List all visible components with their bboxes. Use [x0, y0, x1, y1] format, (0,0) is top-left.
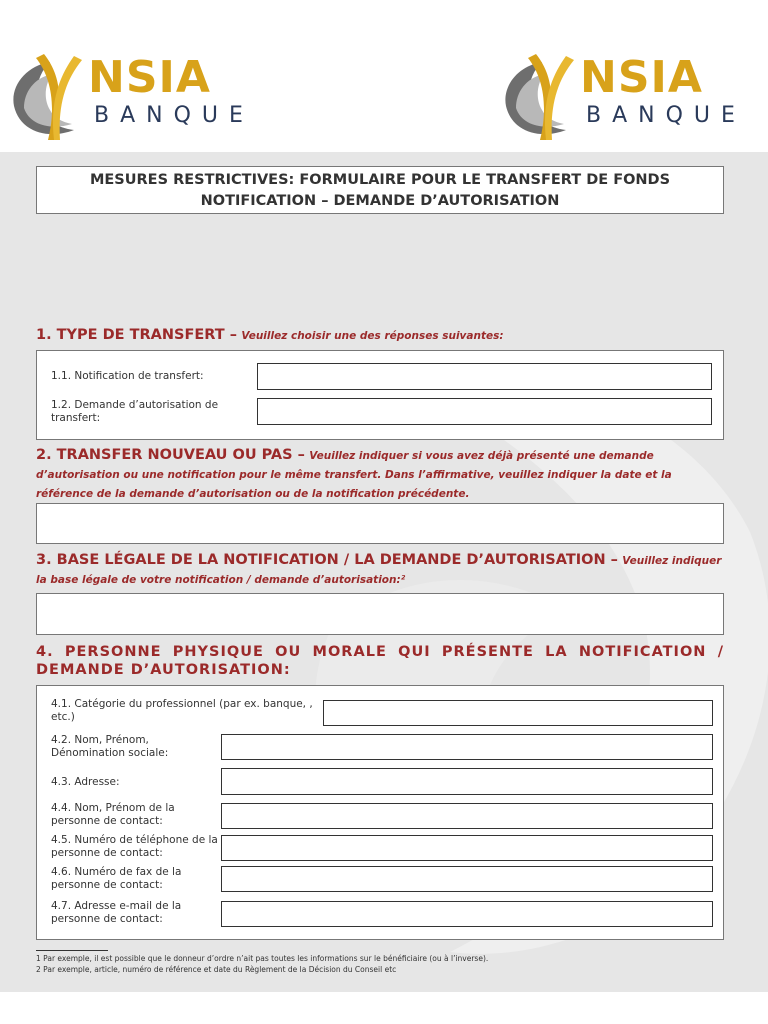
section-3-heading	[36, 551, 724, 589]
form-title: MESURES RESTRICTIVES: FORMULAIRE POUR LE TRANSFERT DE FONDS	[89, 172, 671, 188]
nsia-wordmark: NSIA	[580, 52, 703, 103]
section-3-instruction: Veuillez indiquer la base légale de votre notification / demande d’autorisation:²	[36, 555, 722, 586]
telephone-contact-field[interactable]	[221, 835, 713, 861]
notification-transfert-field[interactable]	[257, 363, 712, 390]
field-label-4-5: 4.5. Numéro de téléphone de la personne de contact:	[51, 834, 218, 859]
field-label-4-7: 4.7. Adresse e-mail de la personne de contact:	[51, 900, 182, 925]
section-3-title: 3. BASE LÉGALE DE LA NOTIFICATION / LA DEMANDE D’AUTORISATION –	[36, 552, 618, 568]
field-label-1-1: 1.1. Notification de transfert:	[51, 370, 204, 382]
transfer-nouveau-field[interactable]	[36, 503, 724, 544]
section-4-title: 4. PERSONNE PHYSIQUE OU MORALE QUI PRÉSENTE LA NOTIFICATION / DEMANDE D’AUTORISATION:	[36, 644, 724, 678]
section-4-heading	[36, 643, 724, 679]
section-2-title: 2. TRANSFER NOUVEAU OU PAS –	[36, 447, 305, 463]
footnote-2: 2 Par exemple, article, numéro de référence et date du Règlement de la Décision du Conseil etc	[36, 965, 397, 974]
section-2-heading	[36, 446, 724, 503]
demande-autorisation-field[interactable]	[257, 398, 712, 425]
section-4-panel	[36, 685, 724, 940]
field-label-4-4: 4.4. Nom, Prénom de la personne de contact:	[51, 802, 175, 827]
adresse-field[interactable]	[221, 768, 713, 795]
nom-prenom-denomination-field[interactable]	[221, 734, 713, 760]
field-label-4-2: 4.2. Nom, Prénom, Dénomination sociale:	[51, 734, 169, 759]
nsia-emblem-icon	[496, 48, 580, 144]
nom-contact-field[interactable]	[221, 803, 713, 829]
fax-contact-field[interactable]	[221, 866, 713, 892]
footnote-divider	[36, 950, 108, 951]
field-label-1-2: 1.2. Demande d’autorisation de transfert:	[51, 399, 219, 424]
nsia-logo-left	[4, 48, 274, 148]
section-1-panel	[36, 350, 724, 440]
section-1-instruction: Veuillez choisir une des réponses suivantes:	[241, 330, 504, 342]
field-label-4-1: 4.1. Catégorie du professionnel (par ex. banque, , etc.)	[51, 698, 313, 723]
nsia-logo-right	[496, 48, 766, 148]
section-1-title: 1. TYPE DE TRANSFERT –	[36, 327, 237, 343]
email-contact-field[interactable]	[221, 901, 713, 927]
nsia-emblem-icon	[4, 48, 88, 144]
form-subtitle: NOTIFICATION – DEMANDE D’AUTORISATION	[200, 193, 560, 209]
field-label-4-6: 4.6. Numéro de fax de la personne de contact:	[51, 866, 182, 891]
section-2-instruction: Veuillez indiquer si vous avez déjà présenté une demande d’autorisation ou une notification pour le même transfert. Dans l’affirmative, veuillez indiquer la date et la référence de la demande d’autorisation ou de la notification précédente.	[36, 450, 672, 500]
footnote-1: 1 Par exemple, il est possible que le donneur d’ordre n’ait pas toutes les informations sur le bénéficiaire (ou à l’inverse).	[36, 954, 489, 963]
base-legale-field[interactable]	[36, 593, 724, 635]
section-1-heading	[36, 326, 724, 345]
nsia-wordmark: NSIA	[88, 52, 211, 103]
banque-wordmark: BANQUE	[94, 103, 254, 128]
field-label-4-3: 4.3. Adresse:	[51, 776, 120, 788]
categorie-professionnel-field[interactable]	[323, 700, 713, 726]
banque-wordmark: BANQUE	[586, 103, 746, 128]
form-title-box	[36, 166, 724, 214]
